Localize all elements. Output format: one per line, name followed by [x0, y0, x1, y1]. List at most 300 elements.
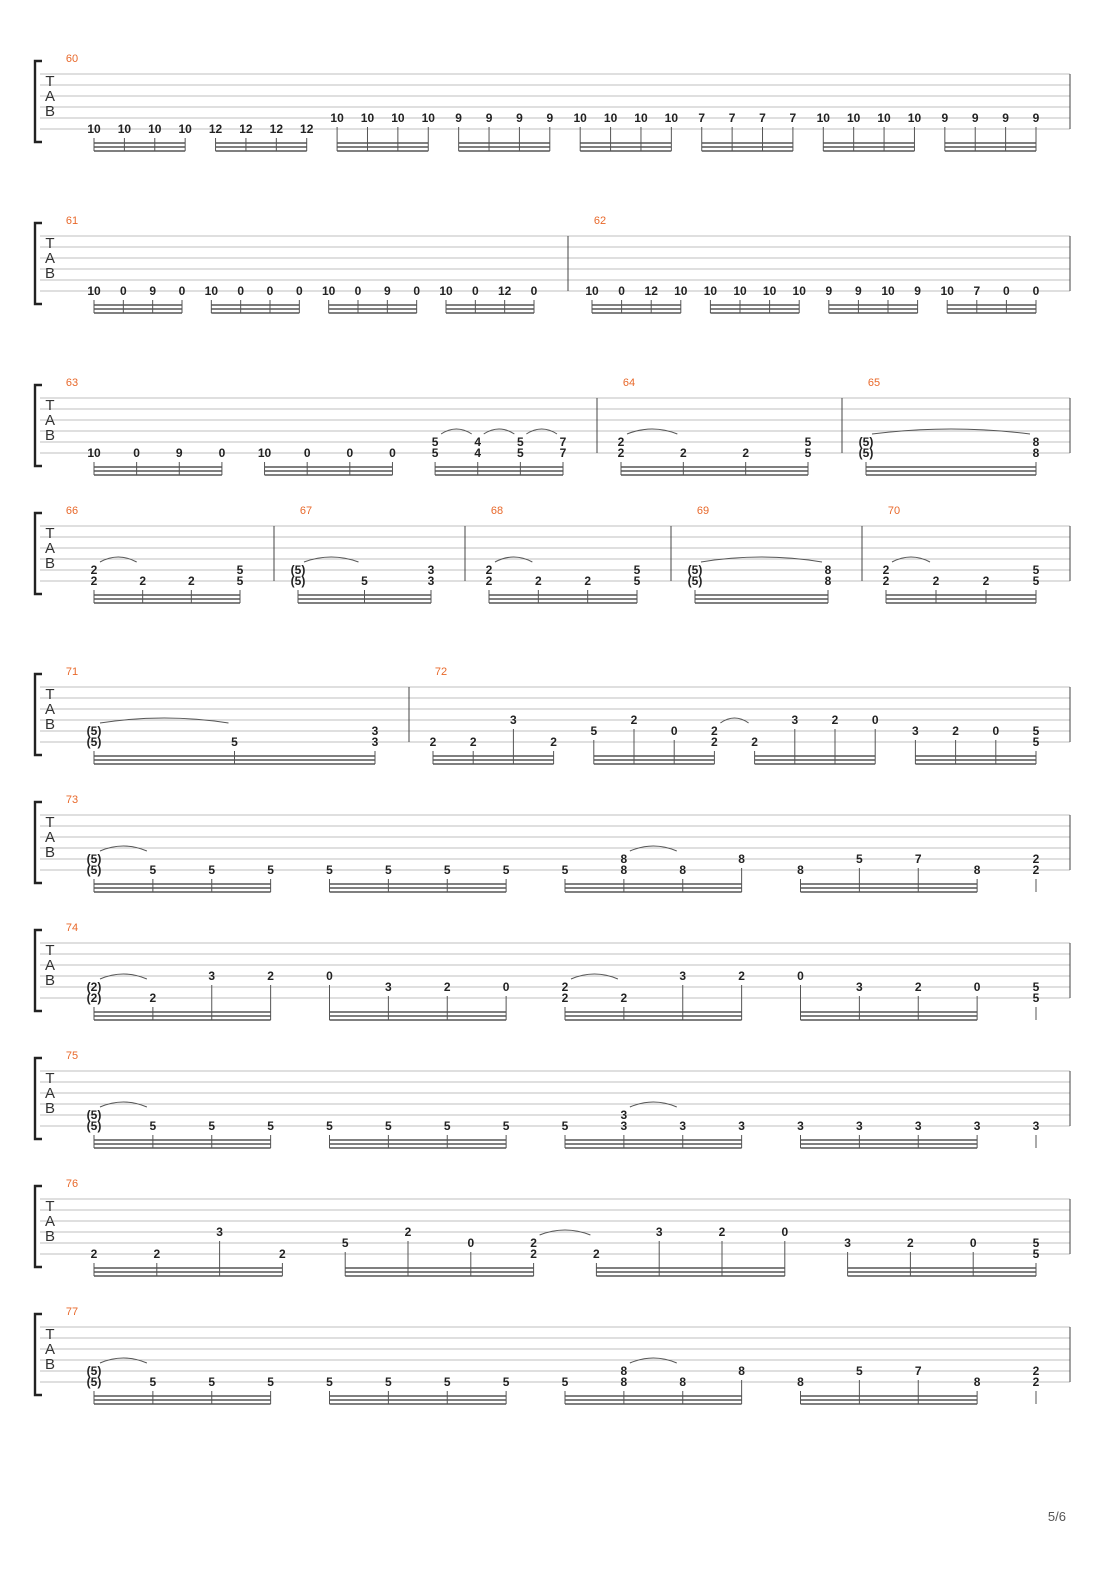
bar-number: 70 — [887, 505, 901, 517]
tab-fret-number: 2 — [711, 724, 718, 738]
tab-fret-number: 2 — [469, 735, 477, 749]
tab-fret-number: 9 — [455, 111, 462, 125]
bar-number: 71 — [65, 666, 79, 678]
tab-fret-number: 10 — [664, 111, 679, 125]
tab-fret-number: 7 — [559, 446, 567, 460]
tab-fret-number: 10 — [585, 284, 599, 298]
tab-fret-number: 10 — [907, 111, 922, 125]
tab-fret-number: 0 — [530, 284, 538, 298]
tab-clef-letter: B — [44, 716, 56, 733]
tab-fret-number: 5 — [443, 863, 451, 877]
tab-fret-number: 10 — [634, 111, 648, 125]
tab-fret-number: 10 — [391, 111, 405, 125]
bar-number: 76 — [65, 1178, 79, 1190]
tab-fret-number: 5 — [341, 1236, 349, 1250]
tab-fret-number: 10 — [204, 284, 219, 298]
tab-fret-number: 9 — [971, 111, 979, 125]
tab-fret-number: (5) — [86, 724, 102, 738]
tab-fret-number: 4 — [474, 435, 482, 449]
tab-fret-number: 10 — [674, 284, 688, 298]
tab-fret-number: 2 — [914, 980, 922, 994]
tab-fret-number: 2 — [617, 435, 625, 449]
tab-fret-number: 7 — [728, 111, 736, 125]
tab-clef-letter: B — [44, 427, 56, 444]
tab-fret-number: 5 — [236, 574, 244, 588]
tab-clef-letter: A — [44, 540, 56, 557]
tab-fret-number: 7 — [698, 111, 706, 125]
tab-fret-number: (2) — [86, 991, 102, 1005]
tab-fret-number: (5) — [687, 574, 703, 588]
tab-fret-number: 3 — [427, 574, 435, 588]
tab-fret-number: 5 — [267, 863, 274, 877]
tab-fret-number: 3 — [856, 1119, 863, 1133]
tab-fret-number: 0 — [413, 284, 421, 298]
tab-fret-number: 8 — [973, 1375, 981, 1389]
tab-system — [35, 1178, 1070, 1276]
tab-fret-number: 0 — [1003, 284, 1010, 298]
tab-fret-number: 12 — [269, 122, 284, 136]
tab-clef-letter: T — [45, 1070, 55, 1087]
tab-fret-number: 8 — [620, 1375, 628, 1389]
tab-clef-letter: A — [44, 1341, 56, 1358]
tab-fret-number: 5 — [231, 735, 238, 749]
tab-fret-number: 2 — [404, 1225, 412, 1239]
tab-fret-number: 0 — [467, 1236, 475, 1250]
tab-fret-number: 2 — [742, 446, 750, 460]
tab-fret-number: 2 — [429, 735, 437, 749]
tab-fret-number: 5 — [517, 446, 524, 460]
bar-number: 61 — [65, 215, 79, 227]
tab-fret-number: 5 — [633, 563, 641, 577]
tab-fret-number: 4 — [474, 446, 482, 460]
tab-fret-number: 5 — [517, 435, 524, 449]
tab-clef-letter: T — [45, 1326, 55, 1343]
tab-fret-number: 3 — [914, 1119, 922, 1133]
tab-fret-number: 3 — [1032, 1119, 1040, 1133]
tab-fret-number: 5 — [431, 435, 439, 449]
tab-fret-number: 10 — [703, 284, 718, 298]
tab-fret-number: 3 — [510, 713, 517, 727]
tab-fret-number: 10 — [87, 122, 101, 136]
tab-clef-letter: T — [45, 235, 55, 252]
tab-fret-number: 9 — [546, 111, 554, 125]
tab-fret-number: 10 — [87, 446, 101, 460]
tab-clef-letter: T — [45, 942, 55, 959]
tab-fret-number: 2 — [530, 1236, 537, 1250]
tab-fret-number: 5 — [502, 863, 510, 877]
tab-fret-number: (5) — [86, 735, 102, 749]
tab-fret-number: 2 — [882, 563, 890, 577]
tab-fret-number: 5 — [502, 1375, 510, 1389]
tab-fret-number: 10 — [573, 111, 587, 125]
tab-fret-number: 0 — [133, 446, 140, 460]
tab-fret-number: 5 — [385, 1375, 392, 1389]
tab-fret-number: 2 — [831, 713, 839, 727]
tab-fret-number: 5 — [633, 574, 641, 588]
tab-fret-number: 0 — [781, 1225, 789, 1239]
tab-clef-letter: A — [44, 1213, 56, 1230]
tab-fret-number: 5 — [208, 1119, 216, 1133]
tab-fret-number: 9 — [941, 111, 949, 125]
tab-fret-number: 5 — [385, 1119, 392, 1133]
tab-clef-letter: B — [44, 265, 56, 282]
tab-fret-number: 7 — [973, 284, 981, 298]
tab-fret-number: 10 — [148, 122, 162, 136]
tab-fret-number: 2 — [982, 574, 990, 588]
tab-fret-number: 2 — [718, 1225, 726, 1239]
tab-fret-number: 0 — [218, 446, 226, 460]
tab-fret-number: 10 — [439, 284, 453, 298]
tab-fret-number: 2 — [1032, 1375, 1040, 1389]
tab-fret-number: 3 — [679, 1119, 687, 1133]
system-bracket — [35, 513, 42, 594]
tab-fret-number: 2 — [593, 1247, 600, 1261]
tab-fret-number: 2 — [1032, 863, 1040, 877]
tab-system — [35, 794, 1070, 892]
tab-fret-number: 0 — [502, 980, 510, 994]
tab-fret-number: 8 — [679, 863, 687, 877]
tab-fret-number: 5 — [804, 446, 812, 460]
tab-fret-number: 5 — [1032, 980, 1040, 994]
tab-fret-number: 12 — [239, 122, 253, 136]
tab-fret-number: 9 — [149, 284, 157, 298]
tab-fret-number: 5 — [267, 1375, 274, 1389]
tab-fret-number: 2 — [620, 991, 628, 1005]
tab-fret-number: 5 — [1032, 574, 1040, 588]
tab-fret-number: 0 — [178, 284, 186, 298]
tab-fret-number: 10 — [877, 111, 891, 125]
bar-number: 74 — [65, 922, 79, 934]
tab-fret-number: 8 — [738, 1364, 745, 1378]
tab-fret-number: 3 — [216, 1225, 223, 1239]
tab-fret-number: 5 — [236, 563, 244, 577]
tab-fret-number: 10 — [330, 111, 344, 125]
tab-fret-number: 5 — [1032, 724, 1040, 738]
system-bracket — [35, 1058, 42, 1139]
tab-fret-number: 10 — [762, 284, 777, 298]
tab-fret-number: 2 — [561, 980, 569, 994]
tab-system — [35, 505, 1070, 603]
tab-fret-number: 2 — [617, 446, 625, 460]
bar-number: 63 — [65, 377, 79, 389]
tab-fret-number: 10 — [117, 122, 132, 136]
tab-fret-number: 0 — [871, 713, 879, 727]
tab-fret-number: 7 — [914, 852, 922, 866]
tab-fret-number: 8 — [620, 1364, 628, 1378]
tab-clef-letter: A — [44, 412, 56, 429]
tab-fret-number: 0 — [973, 980, 981, 994]
tab-clef-letter: A — [44, 250, 56, 267]
tab-system — [35, 377, 1070, 475]
tab-fret-number: 12 — [300, 122, 314, 136]
tab-fret-number: 8 — [824, 563, 832, 577]
tab-fret-number: 5 — [149, 1119, 157, 1133]
tab-fret-number: 5 — [561, 863, 569, 877]
tab-fret-number: 3 — [620, 1108, 628, 1122]
tab-fret-number: 9 — [1002, 111, 1009, 125]
tab-system — [35, 1050, 1070, 1148]
tab-fret-number: 12 — [208, 122, 223, 136]
tab-fret-number: 5 — [326, 863, 333, 877]
tab-clef-letter: B — [44, 1356, 56, 1373]
tab-fret-number: 5 — [149, 863, 157, 877]
tab-fret-number: 5 — [804, 435, 812, 449]
tab-fret-number: (5) — [290, 574, 306, 588]
tab-fret-number: 10 — [321, 284, 336, 298]
tab-fret-number: 10 — [792, 284, 806, 298]
tab-fret-number: 2 — [1032, 852, 1040, 866]
tab-fret-number: 5 — [149, 1375, 157, 1389]
tab-fret-number: (2) — [86, 980, 102, 994]
tab-fret-number: 5 — [385, 863, 392, 877]
bar-number: 67 — [299, 505, 313, 517]
system-bracket — [35, 223, 42, 304]
bar-number: 77 — [65, 1306, 79, 1318]
tab-fret-number: 10 — [421, 111, 435, 125]
tab-fret-number: 3 — [208, 969, 216, 983]
tab-fret-number: (5) — [86, 1119, 102, 1133]
tab-fret-number: 0 — [471, 284, 479, 298]
tab-fret-number: 2 — [443, 980, 451, 994]
tab-fret-number: 5 — [1032, 735, 1040, 749]
bar-number: 60 — [65, 53, 79, 65]
tab-fret-number: 2 — [561, 991, 569, 1005]
tab-fret-number: 2 — [279, 1247, 286, 1261]
tab-fret-number: 0 — [354, 284, 362, 298]
tab-fret-number: 2 — [90, 574, 98, 588]
tab-fret-number: 5 — [1032, 563, 1040, 577]
system-bracket — [35, 1186, 42, 1267]
tab-fret-number: 8 — [1032, 446, 1040, 460]
bar-number: 73 — [65, 794, 79, 806]
tab-fret-number: 3 — [679, 969, 687, 983]
tab-fret-number: 7 — [914, 1364, 922, 1378]
tab-fret-number: 5 — [361, 574, 368, 588]
tab-fret-number: 10 — [360, 111, 375, 125]
tab-fret-number: 10 — [816, 111, 830, 125]
tab-fret-number: (5) — [858, 446, 874, 460]
system-bracket — [35, 674, 42, 755]
tab-fret-number: 0 — [266, 284, 274, 298]
tab-fret-number: 2 — [584, 574, 592, 588]
tab-fret-number: 10 — [940, 284, 954, 298]
tab-fret-number: 7 — [559, 435, 567, 449]
tab-fret-number: 0 — [992, 724, 1000, 738]
tab-clef-letter: A — [44, 88, 56, 105]
tab-fret-number: 2 — [711, 735, 718, 749]
tab-fret-number: 2 — [630, 713, 638, 727]
bar-number: 66 — [65, 505, 79, 517]
tab-clef-letter: B — [44, 555, 56, 572]
tab-clef-letter: B — [44, 972, 56, 989]
tab-fret-number: 2 — [882, 574, 890, 588]
tab-fret-number: 2 — [932, 574, 940, 588]
tab-fret-number: 2 — [485, 574, 493, 588]
tab-fret-number: 0 — [969, 1236, 977, 1250]
tab-fret-number: 0 — [618, 284, 625, 298]
tab-fret-number: 5 — [326, 1119, 333, 1133]
tab-fret-number: 5 — [443, 1119, 451, 1133]
tab-fret-number: 2 — [679, 446, 687, 460]
tab-fret-number: 8 — [973, 863, 981, 877]
tab-fret-number: 2 — [907, 1236, 914, 1250]
tab-fret-number: 3 — [427, 563, 435, 577]
tab-fret-number: (5) — [86, 1364, 102, 1378]
tab-fret-number: 2 — [738, 969, 745, 983]
tab-fret-number: 5 — [1032, 1236, 1040, 1250]
tab-fret-number: 3 — [655, 1225, 663, 1239]
tab-clef-letter: T — [45, 814, 55, 831]
system-bracket — [35, 930, 42, 1011]
tab-fret-number: 9 — [175, 446, 183, 460]
tab-system — [35, 1306, 1070, 1404]
tab-fret-number: 8 — [738, 852, 745, 866]
tab-fret-number: 3 — [797, 1119, 804, 1133]
tab-fret-number: 9 — [1032, 111, 1040, 125]
tab-system — [35, 53, 1070, 151]
bar-number: 75 — [65, 1050, 79, 1062]
tab-fret-number: 3 — [371, 735, 379, 749]
tab-fret-number: 7 — [789, 111, 797, 125]
tab-clef-letter: T — [45, 525, 55, 542]
tab-fret-number: 3 — [973, 1119, 981, 1133]
tab-fret-number: 2 — [153, 1247, 161, 1261]
tab-fret-number: 5 — [561, 1119, 569, 1133]
tab-fret-number: 3 — [620, 1119, 628, 1133]
bar-number: 68 — [490, 505, 504, 517]
tab-system — [35, 666, 1070, 764]
tab-clef-letter: T — [45, 686, 55, 703]
tab-fret-number: (5) — [290, 563, 306, 577]
tab-fret-number: (5) — [86, 863, 102, 877]
tab-clef-letter: T — [45, 397, 55, 414]
tab-fret-number: 2 — [149, 991, 157, 1005]
tab-fret-number: 5 — [561, 1375, 569, 1389]
tab-fret-number: 2 — [1032, 1364, 1040, 1378]
tab-fret-number: 2 — [534, 574, 542, 588]
tab-fret-number: 2 — [90, 1247, 98, 1261]
tab-fret-number: 0 — [326, 969, 333, 983]
tab-clef-letter: B — [44, 1228, 56, 1245]
tab-fret-number: 10 — [846, 111, 861, 125]
tab-fret-number: 5 — [856, 1364, 863, 1378]
tab-fret-number: 0 — [389, 446, 396, 460]
tab-fret-number: 8 — [620, 852, 628, 866]
tab-fret-number: 8 — [824, 574, 832, 588]
tab-fret-number: 5 — [208, 1375, 216, 1389]
tab-fret-number: 10 — [257, 446, 272, 460]
tab-fret-number: 9 — [383, 284, 391, 298]
tab-fret-number: 3 — [371, 724, 379, 738]
tab-fret-number: 8 — [679, 1375, 687, 1389]
tab-fret-number: 10 — [87, 284, 101, 298]
tab-fret-number: 2 — [751, 735, 758, 749]
tab-fret-number: 5 — [1032, 991, 1040, 1005]
tab-clef-letter: B — [44, 844, 56, 861]
tab-fret-number: 2 — [139, 574, 147, 588]
tab-system — [35, 922, 1070, 1020]
tab-fret-number: 5 — [431, 446, 439, 460]
tab-fret-number: 5 — [502, 1119, 510, 1133]
bar-number: 64 — [622, 377, 636, 389]
tab-fret-number: 5 — [208, 863, 216, 877]
tab-fret-number: 9 — [825, 284, 833, 298]
tab-fret-number: 0 — [346, 446, 354, 460]
tab-fret-number: (5) — [86, 1375, 102, 1389]
bar-number: 72 — [434, 666, 448, 678]
tab-fret-number: 10 — [733, 284, 747, 298]
tab-clef-letter: A — [44, 1085, 56, 1102]
tab-fret-number: 3 — [912, 724, 919, 738]
tab-fret-number: 12 — [497, 284, 512, 298]
tab-fret-number: 2 — [530, 1247, 537, 1261]
tab-clef-letter: A — [44, 701, 56, 718]
tab-fret-number: 5 — [443, 1375, 451, 1389]
tab-fret-number: 8 — [620, 863, 628, 877]
tab-clef-letter: B — [44, 103, 56, 120]
system-bracket — [35, 61, 42, 142]
tab-clef-letter: A — [44, 957, 56, 974]
tab-fret-number: 0 — [797, 969, 804, 983]
bar-number: 65 — [867, 377, 881, 389]
tab-fret-number: (5) — [86, 852, 102, 866]
tab-fret-number: 3 — [385, 980, 392, 994]
tab-fret-number: 2 — [90, 563, 98, 577]
tab-clef-letter: T — [45, 73, 55, 90]
tab-fret-number: 0 — [295, 284, 303, 298]
tab-fret-number: 5 — [326, 1375, 333, 1389]
system-bracket — [35, 802, 42, 883]
tab-fret-number: 0 — [119, 284, 127, 298]
tab-fret-number: 3 — [844, 1236, 851, 1250]
tab-fret-number: 5 — [267, 1119, 274, 1133]
tab-fret-number: 9 — [516, 111, 523, 125]
tab-fret-number: 5 — [1032, 1247, 1040, 1261]
tab-fret-number: 9 — [855, 284, 862, 298]
tab-fret-number: 3 — [791, 713, 799, 727]
tab-fret-number: 8 — [797, 863, 804, 877]
tab-clef-letter: B — [44, 1100, 56, 1117]
tab-clef-letter: T — [45, 1198, 55, 1215]
tab-fret-number: 0 — [303, 446, 311, 460]
tab-fret-number: 10 — [178, 122, 192, 136]
tab-fret-number: 3 — [738, 1119, 745, 1133]
tab-fret-number: 0 — [1032, 284, 1040, 298]
tab-fret-number: (5) — [687, 563, 703, 577]
tab-fret-number: 0 — [237, 284, 245, 298]
tab-fret-number: 3 — [856, 980, 863, 994]
tab-fret-number: 7 — [759, 111, 766, 125]
tab-fret-number: 2 — [485, 563, 493, 577]
page-number: 5/6 — [1047, 1509, 1066, 1524]
tab-fret-number: 2 — [550, 735, 557, 749]
tab-fret-number: 9 — [485, 111, 493, 125]
tab-fret-number: 9 — [914, 284, 921, 298]
tab-fret-number: 2 — [187, 574, 195, 588]
tab-fret-number: (5) — [858, 435, 874, 449]
tab-clef-letter: A — [44, 829, 56, 846]
tab-system — [35, 215, 1070, 313]
tab-fret-number: 12 — [644, 284, 658, 298]
bar-number: 62 — [593, 215, 607, 227]
tab-fret-number: 8 — [1032, 435, 1040, 449]
tab-fret-number: 0 — [670, 724, 678, 738]
tab-fret-number: (5) — [86, 1108, 102, 1122]
tab-fret-number: 2 — [267, 969, 274, 983]
tab-fret-number: 2 — [952, 724, 959, 738]
system-bracket — [35, 385, 42, 466]
bar-number: 69 — [696, 505, 710, 517]
